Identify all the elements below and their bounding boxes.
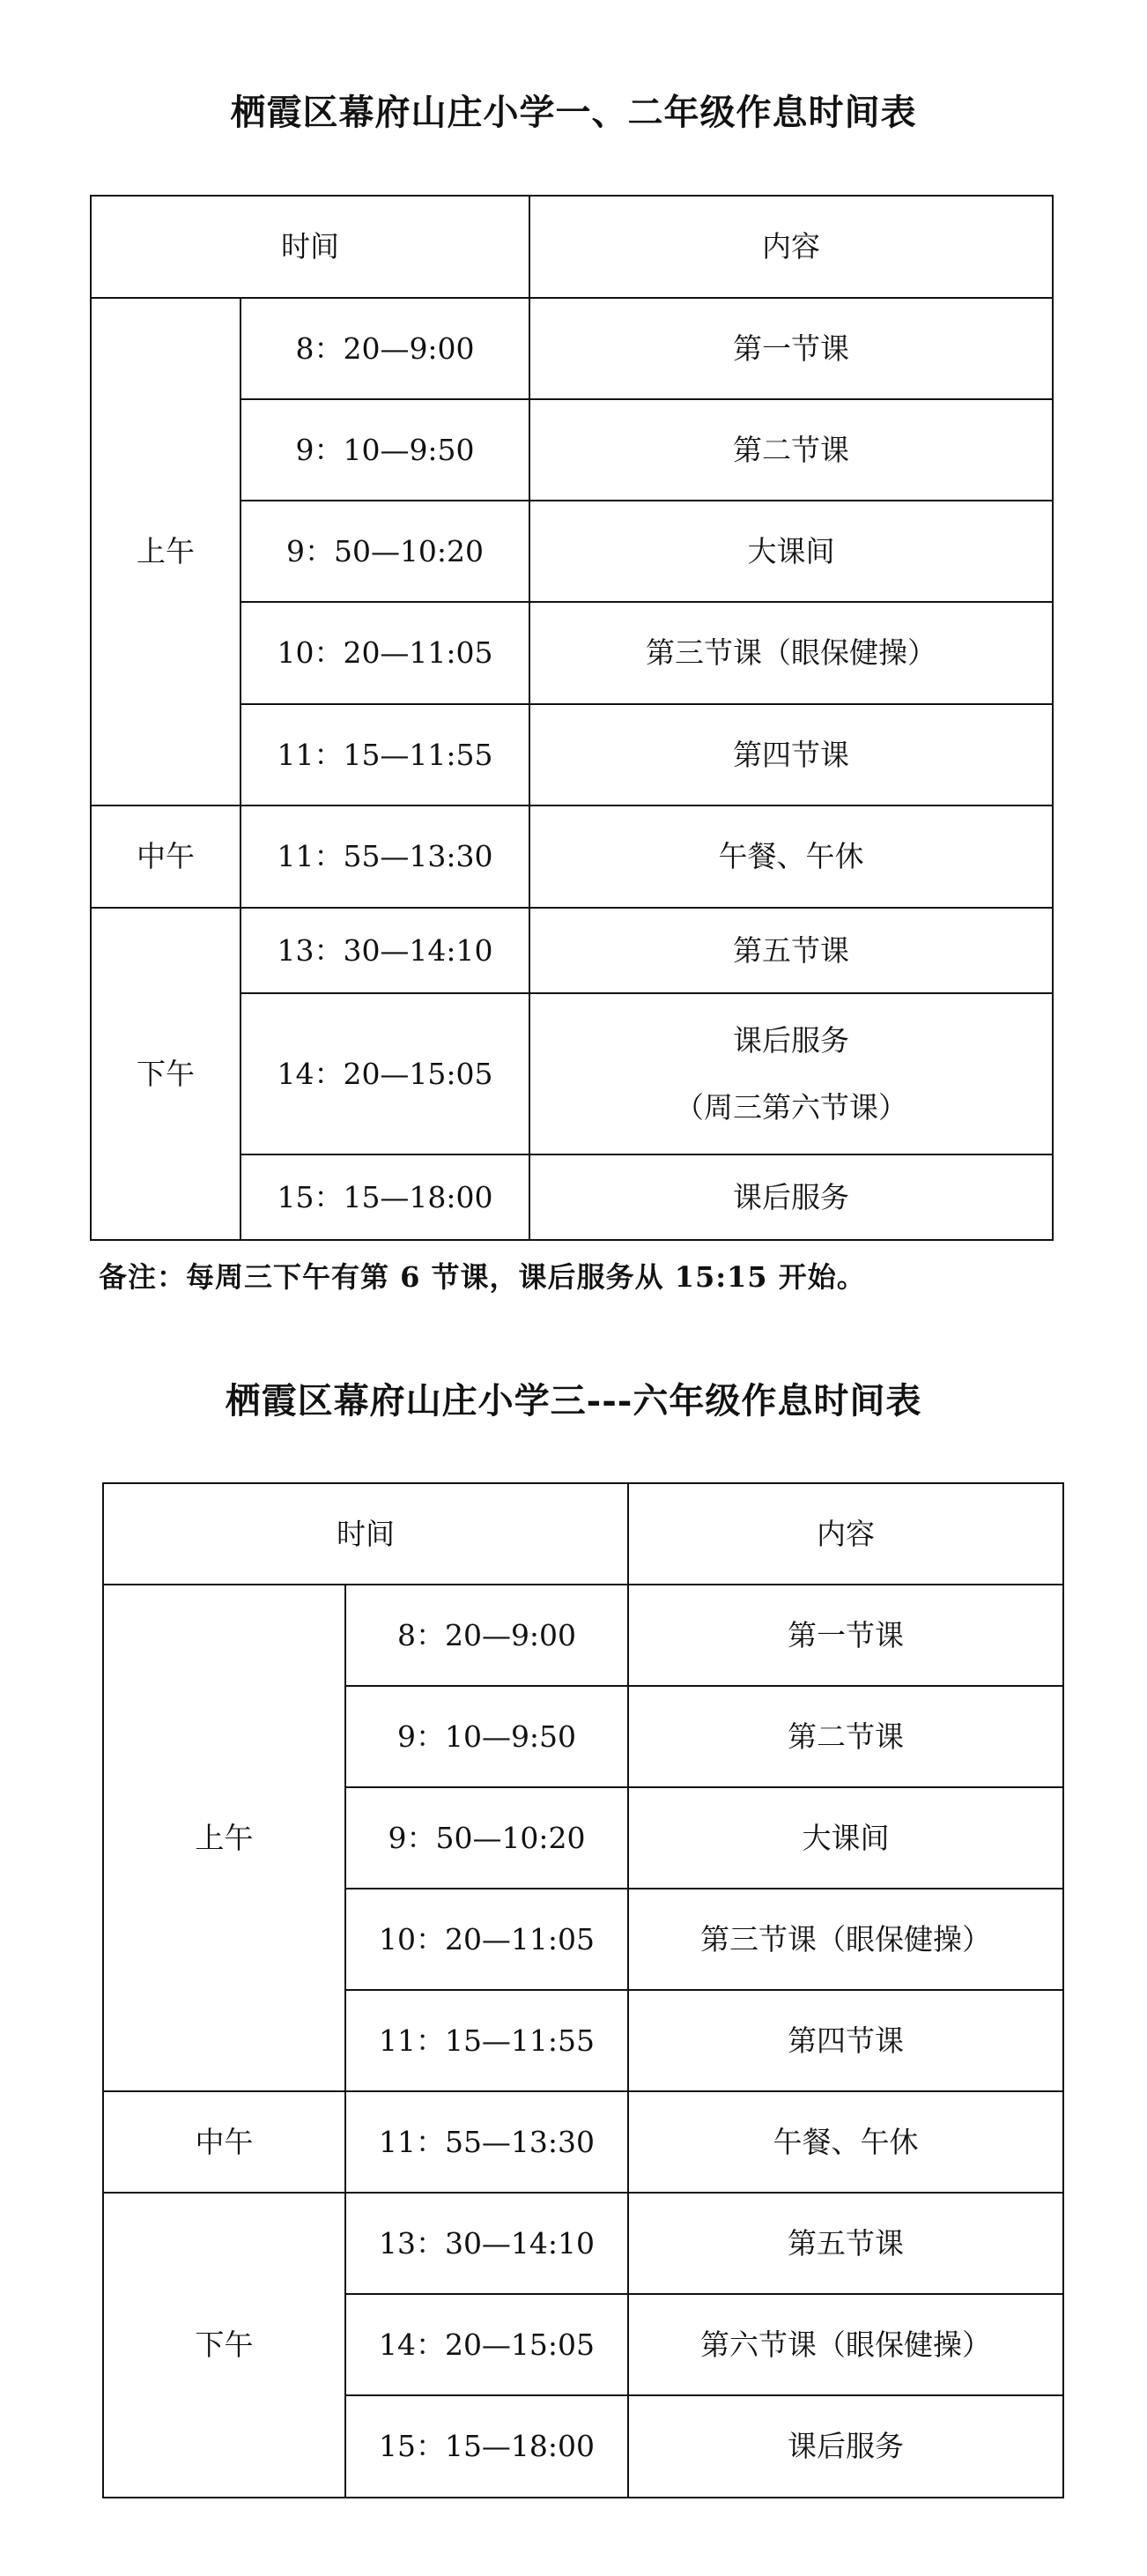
table-row bbox=[103, 2193, 1063, 2294]
row-content: 第二节课 bbox=[529, 399, 1053, 501]
row-time: 14：20—15:05 bbox=[240, 993, 529, 1154]
table-row bbox=[91, 805, 1053, 908]
row-time: 11：55—13:30 bbox=[240, 805, 529, 908]
table-row bbox=[91, 298, 1053, 399]
header-content: 内容 bbox=[529, 196, 1053, 298]
row-time: 10：20—11:05 bbox=[240, 602, 529, 704]
row-time: 13：30—14:10 bbox=[240, 908, 529, 993]
row-time: 13：30—14:10 bbox=[345, 2193, 628, 2294]
row-time: 14：20—15:05 bbox=[345, 2294, 628, 2395]
row-time: 9：50—10:20 bbox=[240, 501, 529, 602]
row-time: 8：20—9:00 bbox=[240, 298, 529, 399]
row-time: 9：10—9:50 bbox=[345, 1686, 628, 1787]
table-row bbox=[103, 1585, 1063, 1686]
table-row bbox=[91, 908, 1053, 993]
row-content: 课后服务 bbox=[628, 2395, 1063, 2498]
row-content: 第二节课 bbox=[628, 1686, 1063, 1787]
row-content-line: 课后服务 bbox=[733, 1023, 849, 1058]
row-content-line: （周三第六节课） bbox=[675, 1089, 907, 1125]
row-content: 第五节课 bbox=[529, 908, 1053, 993]
row-content: 第四节课 bbox=[628, 1990, 1063, 2091]
period-afternoon: 下午 bbox=[103, 2193, 345, 2498]
table-row bbox=[103, 2091, 1063, 2193]
row-content: 第一节课 bbox=[628, 1585, 1063, 1686]
row-content: 课后服务 bbox=[529, 1154, 1053, 1240]
schedule-note: 备注：每周三下午有第 6 节课，课后服务从 15:15 开始。 bbox=[99, 1260, 866, 1294]
row-content: 大课间 bbox=[628, 1787, 1063, 1889]
row-time: 8：20—9:00 bbox=[345, 1585, 628, 1686]
schedule-table-grade-3-6 bbox=[102, 1482, 1064, 2498]
row-time: 15：15—18:00 bbox=[240, 1154, 529, 1240]
row-content: 午餐、午休 bbox=[529, 805, 1053, 908]
schedule-table-grade-1-2 bbox=[90, 195, 1054, 1241]
schedule-title-grade-3-6: 栖霞区幕府山庄小学三---六年级作息时间表 bbox=[225, 1380, 922, 1422]
row-content: 第一节课 bbox=[529, 298, 1053, 399]
schedule-title-grade-1-2: 栖霞区幕府山庄小学一、二年级作息时间表 bbox=[230, 92, 917, 133]
row-content bbox=[529, 993, 1053, 1154]
period-noon: 中午 bbox=[103, 2091, 345, 2193]
row-content: 第三节课（眼保健操） bbox=[529, 602, 1053, 704]
row-content: 第三节课（眼保健操） bbox=[628, 1889, 1063, 1990]
row-time: 15：15—18:00 bbox=[345, 2395, 628, 2498]
row-content: 第六节课（眼保健操） bbox=[628, 2294, 1063, 2395]
period-morning: 上午 bbox=[91, 298, 240, 805]
table-header-row bbox=[103, 1483, 1063, 1585]
row-time: 11：15—11:55 bbox=[345, 1990, 628, 2091]
row-time: 11：55—13:30 bbox=[345, 2091, 628, 2193]
header-content: 内容 bbox=[628, 1483, 1063, 1585]
row-time: 9：10—9:50 bbox=[240, 399, 529, 501]
period-noon: 中午 bbox=[91, 805, 240, 908]
row-content: 第四节课 bbox=[529, 704, 1053, 805]
header-time: 时间 bbox=[103, 1483, 628, 1585]
row-time: 9：50—10:20 bbox=[345, 1787, 628, 1889]
table-header-row bbox=[91, 196, 1053, 298]
row-content: 午餐、午休 bbox=[628, 2091, 1063, 2193]
row-content: 第五节课 bbox=[628, 2193, 1063, 2294]
row-time: 11：15—11:55 bbox=[240, 704, 529, 805]
row-content: 大课间 bbox=[529, 501, 1053, 602]
row-time: 10：20—11:05 bbox=[345, 1889, 628, 1990]
period-afternoon: 下午 bbox=[91, 908, 240, 1240]
header-time: 时间 bbox=[91, 196, 529, 298]
period-morning: 上午 bbox=[103, 1585, 345, 2091]
